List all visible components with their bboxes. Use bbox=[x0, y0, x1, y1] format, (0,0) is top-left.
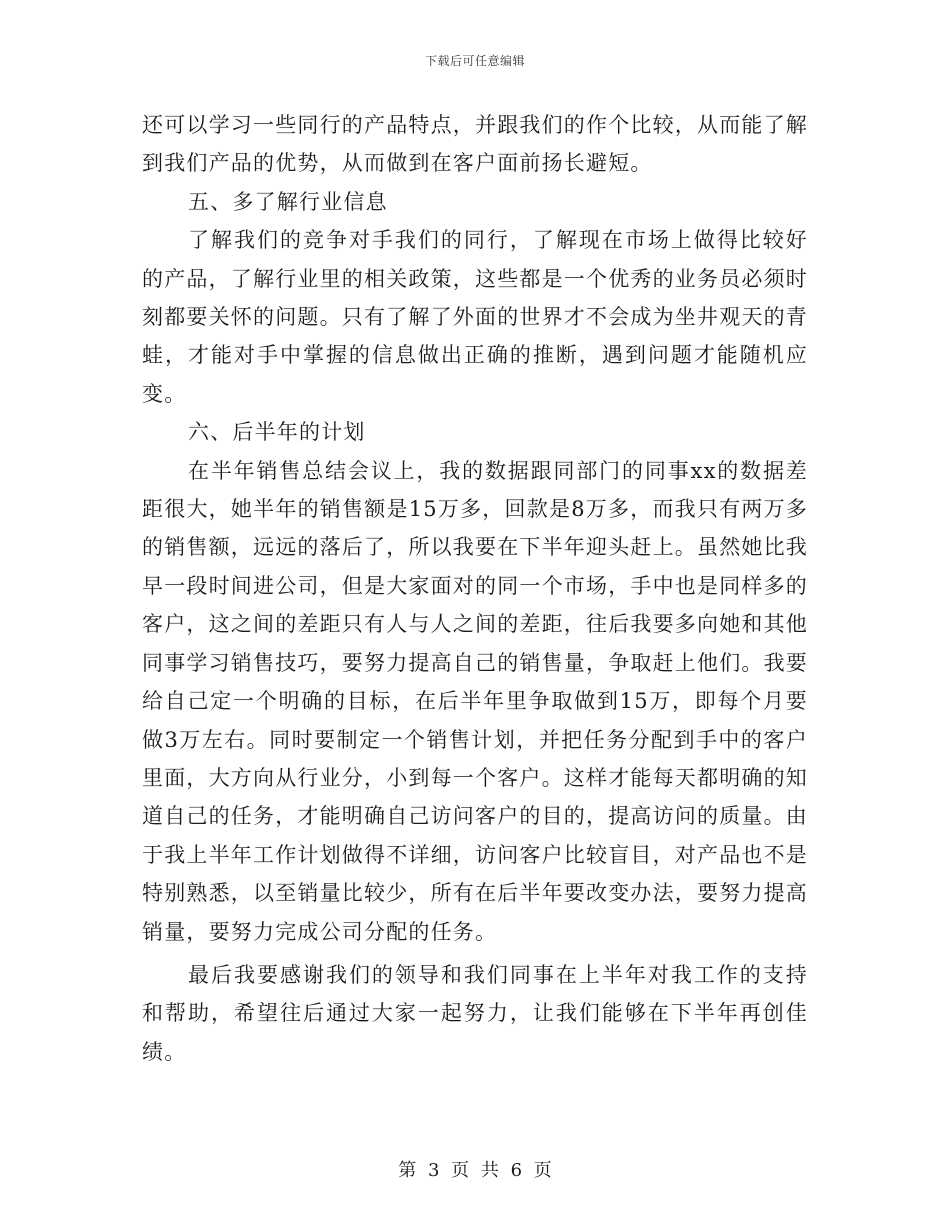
paragraph-industry-info: 了解我们的竞争对手我们的同行，了解现在市场上做得比较好的产品，了解行业里的相关政策，这些都是一个优秀的业务员必须时刻都要关怀的问题。只有了解了外面的世界才不会成为坐井观天的青蛙，才能对手中掌握的信息做出正确的推断，遇到问题才能随机应变。 bbox=[142, 228, 808, 406]
page-header: 下载后可任意编辑 bbox=[424, 54, 525, 68]
document-body bbox=[142, 106, 808, 1071]
section-heading-5: 五、多了解行业信息 bbox=[188, 189, 388, 214]
paragraph-continuation: 还可以学习一些同行的产品特点，并跟我们的作个比较，从而能了解到我们产品的优势，从而做到在客户面前扬长避短。 bbox=[142, 113, 808, 176]
section-heading-6: 六、后半年的计划 bbox=[188, 420, 366, 445]
paragraph-second-half-plan: 在半年销售总结会议上，我的数据跟同部门的同事xx的数据差距很大，她半年的销售额是15万多，回款是8万多，而我只有两万多的销售额，远远的落后了，所以我要在下半年迎头赶上。虽然她比我早一段时间进公司，但是大家面对的同一个市场，手中也是同样多的客户，这之间的差距只有人与人之间的差距，往后我要多向她和其他同事学习销售技巧，要努力提高自己的销售量，争取赶上他们。我要给自己定一个明确的目标，在后半年里争取做到15万，即每个月要做3万左右。同时要制定一个销售计划，并把任务分配到手中的客户里面，大方向从行业分，小到每一个客户。这样才能每天都明确的知道自己的任务，才能明确自己访问客户的目的，提高访问的质量。由于我上半年工作计划做得不详细，访问客户比较盲目，对产品也不是特别熟悉，以至销量比较少，所有在后半年要改变办法，要努力提高销量，要努力完成公司分配的任务。 bbox=[142, 458, 808, 944]
paragraph-closing: 最后我要感谢我们的领导和我们同事在上半年对我工作的支持和帮助，希望往后通过大家一起努力，让我们能够在下半年再创佳绩。 bbox=[142, 962, 808, 1064]
page-number: 第 3 页 共 6 页 bbox=[398, 1160, 552, 1181]
